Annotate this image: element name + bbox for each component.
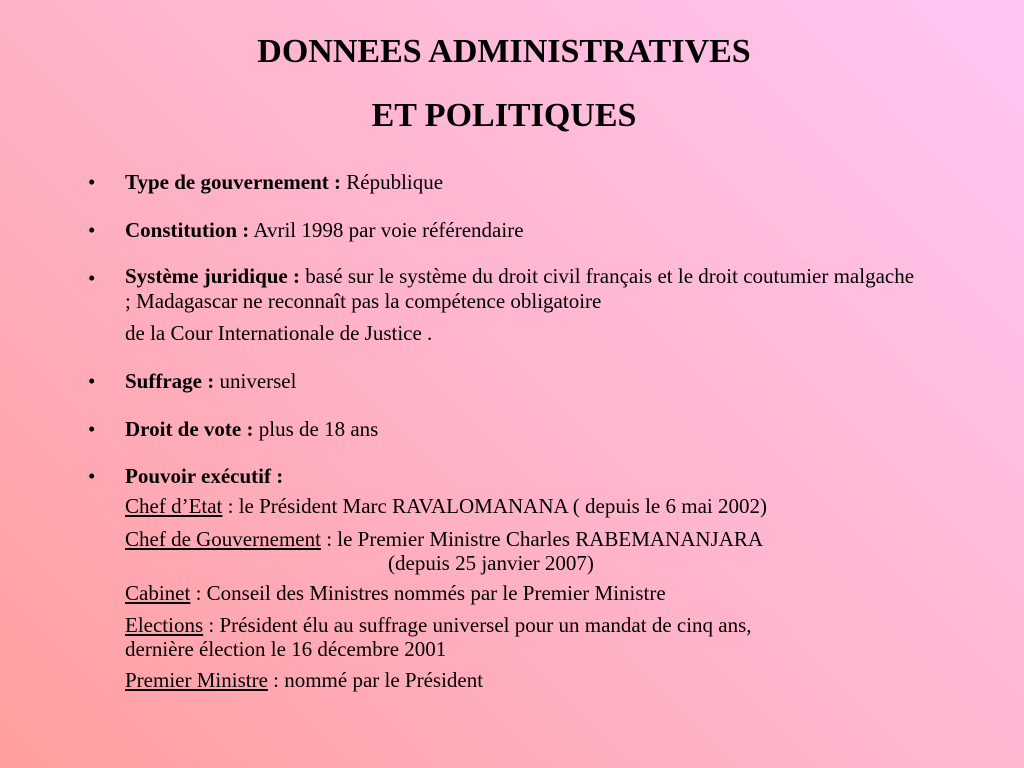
list-item-legal-system-continued [125, 319, 945, 348]
bullet-icon: • [88, 218, 96, 242]
prime-minister-text: : nommé par le Président [267, 668, 484, 692]
slide-title-line-1: DONNEES ADMINISTRATIVES [257, 33, 751, 70]
executive-elections [125, 613, 945, 661]
executive-head-of-government [125, 527, 945, 575]
item-value-continued: de la Cour Internationale de Justice . [125, 321, 433, 345]
term-cabinet: Cabinet [125, 581, 191, 605]
list-item-suffrage [125, 367, 945, 396]
item-label: Constitution : [125, 218, 250, 242]
executive-head-of-state [125, 494, 945, 518]
slide-title-line-2: ET POLITIQUES [371, 97, 637, 134]
head-of-government-date: (depuis 25 janvier 2007) [388, 551, 594, 575]
item-value: basé sur le système du droit civil français et le droit coutumier malgache ; Madagascar ne reconnaît pas la compétence obligatoire [125, 264, 915, 313]
executive-prime-minister [125, 668, 945, 692]
term-elections: Elections [125, 613, 204, 637]
bullet-icon: • [88, 266, 96, 290]
item-label: Type de gouvernement : [125, 170, 341, 194]
elections-last-date: dernière élection le 16 décembre 2001 [125, 637, 447, 661]
item-label: Droit de vote : [125, 417, 254, 441]
bullet-icon: • [88, 170, 96, 194]
head-of-state-text: : le Président Marc RAVALOMANANA ( depuis le 6 mai 2002) [222, 494, 767, 518]
head-of-government-text: : le Premier Ministre Charles RABEMANANJARA [320, 527, 764, 551]
item-label: Système juridique : [125, 264, 300, 288]
bullet-icon: • [88, 464, 96, 488]
item-value: République [346, 170, 444, 194]
item-label: Suffrage : [125, 369, 215, 393]
cabinet-text: : Conseil des Ministres nommés par le Premier Ministre [190, 581, 666, 605]
term-prime-minister: Premier Ministre [125, 668, 268, 692]
list-item-government-type [125, 168, 945, 197]
item-value: Avril 1998 par voie référendaire [253, 218, 524, 242]
list-item-constitution [125, 216, 945, 245]
term-head-of-state: Chef d’Etat [125, 494, 223, 518]
list-item-voting-age [125, 415, 945, 444]
executive-cabinet [125, 581, 945, 605]
item-value: universel [219, 369, 297, 393]
elections-text: : Président élu au suffrage universel pour un mandat de cinq ans, [203, 613, 752, 637]
list-item-legal-system [125, 264, 925, 314]
bullet-icon: • [88, 417, 96, 441]
item-value: plus de 18 ans [258, 417, 379, 441]
item-label: Pouvoir exécutif : [125, 464, 284, 488]
term-head-of-government: Chef de Gouvernement [125, 527, 321, 551]
bullet-icon: • [88, 369, 96, 393]
list-item-executive-power [125, 462, 945, 491]
